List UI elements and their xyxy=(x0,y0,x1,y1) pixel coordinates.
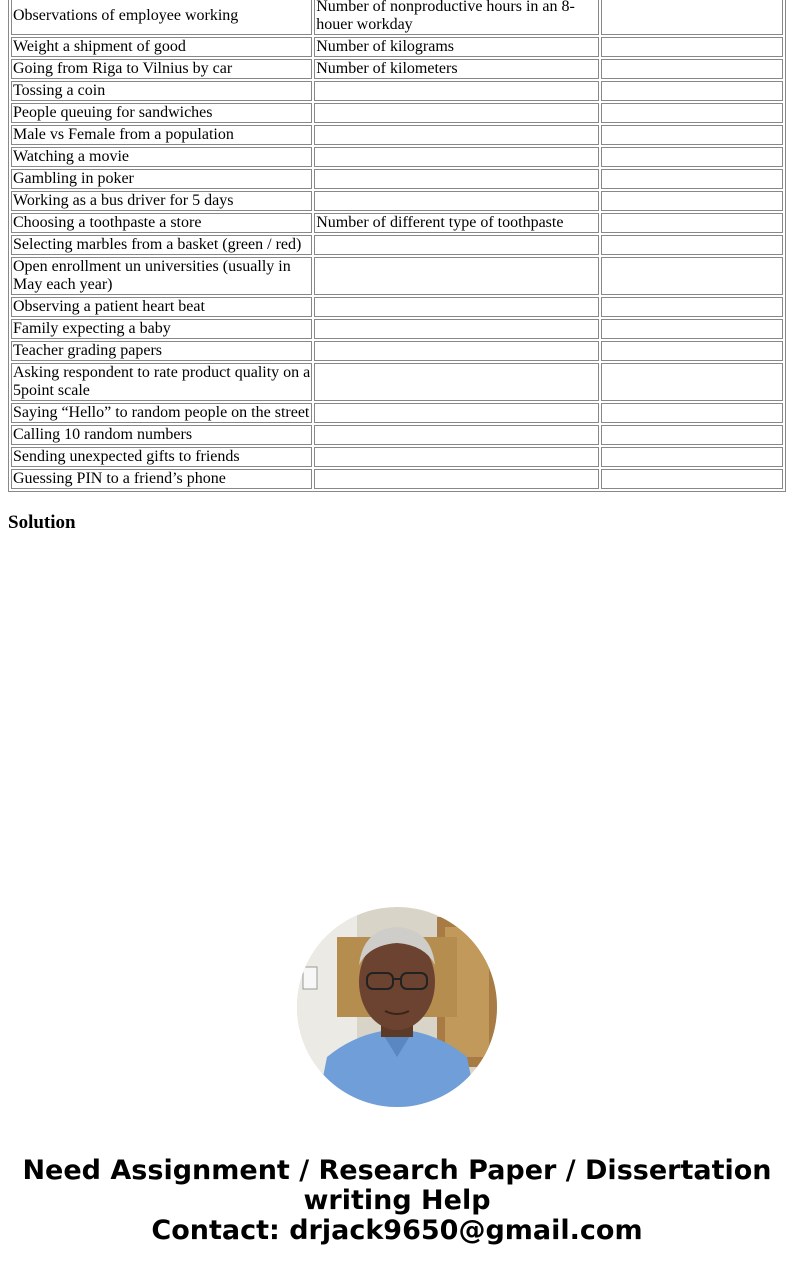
solution-heading: Solution xyxy=(8,512,76,533)
table-row xyxy=(11,469,783,489)
table-row xyxy=(11,341,783,361)
answer-cell xyxy=(601,363,783,401)
table-row xyxy=(11,147,783,167)
random-variable-cell: Number of kilometers xyxy=(314,59,598,79)
experiment-cell: Tossing a coin xyxy=(11,81,312,101)
answer-cell xyxy=(601,191,783,211)
experiment-cell: Saying “Hello” to random people on the street xyxy=(11,403,312,423)
random-variable-cell xyxy=(314,319,598,339)
experiment-cell: Observing a patient heart beat xyxy=(11,297,312,317)
answer-cell xyxy=(601,147,783,167)
answer-cell xyxy=(601,447,783,467)
random-variable-cell xyxy=(314,341,598,361)
cta-line-1: Need Assignment / Research Paper / Dissertation xyxy=(22,1155,772,1186)
table-row xyxy=(11,403,783,423)
experiment-cell: Open enrollment un universities (usually in May each year) xyxy=(11,257,312,295)
table-row xyxy=(11,103,783,123)
experiment-cell: Selecting marbles from a basket (green / red) xyxy=(11,235,312,255)
table-row xyxy=(11,37,783,57)
random-variable-cell xyxy=(314,169,598,189)
table-row xyxy=(11,297,783,317)
experiment-cell: Calling 10 random numbers xyxy=(11,425,312,445)
experiment-cell: Watching a movie xyxy=(11,147,312,167)
table-row xyxy=(11,363,783,401)
random-variable-cell xyxy=(314,363,598,401)
table-row xyxy=(11,319,783,339)
experiment-cell: Sending unexpected gifts to friends xyxy=(11,447,312,467)
answer-cell xyxy=(601,297,783,317)
experiment-cell: Working as a bus driver for 5 days xyxy=(11,191,312,211)
experiments-table-body xyxy=(11,0,783,489)
random-variable-cell xyxy=(314,469,598,489)
table-row xyxy=(11,81,783,101)
answer-cell xyxy=(601,235,783,255)
experiment-cell: Family expecting a baby xyxy=(11,319,312,339)
random-variable-cell xyxy=(314,297,598,317)
table-row xyxy=(11,447,783,467)
table-row xyxy=(11,125,783,145)
answer-cell xyxy=(601,403,783,423)
table-row xyxy=(11,235,783,255)
random-variable-cell xyxy=(314,447,598,467)
cta-contact-line[interactable]: Contact: drjack9650@gmail.com xyxy=(151,1215,643,1246)
answer-cell xyxy=(601,37,783,57)
random-variable-cell xyxy=(314,235,598,255)
table-row xyxy=(11,425,783,445)
random-variable-cell xyxy=(314,125,598,145)
table-row xyxy=(11,169,783,189)
random-variable-cell xyxy=(314,257,598,295)
random-variable-cell xyxy=(314,147,598,167)
answer-cell xyxy=(601,103,783,123)
answer-cell xyxy=(601,257,783,295)
cta-line-2: writing Help xyxy=(303,1185,491,1216)
answer-cell xyxy=(601,59,783,79)
answer-cell xyxy=(601,341,783,361)
answer-cell xyxy=(601,169,783,189)
answer-cell xyxy=(601,319,783,339)
author-photo-illustration xyxy=(297,907,497,1107)
contact-banner xyxy=(0,1156,794,1246)
experiments-table xyxy=(8,0,786,492)
experiment-cell: Male vs Female from a population xyxy=(11,125,312,145)
table-row xyxy=(11,213,783,233)
experiment-cell: Gambling in poker xyxy=(11,169,312,189)
random-variable-cell: Number of kilograms xyxy=(314,37,598,57)
answer-cell xyxy=(601,213,783,233)
random-variable-cell xyxy=(314,191,598,211)
experiment-cell: Asking respondent to rate product quality on a 5point scale xyxy=(13,364,311,399)
experiment-cell: Guessing PIN to a friend’s phone xyxy=(11,469,312,489)
table-row xyxy=(11,257,783,295)
experiment-cell: Weight a shipment of good xyxy=(11,37,312,57)
experiment-cell: People queuing for sandwiches xyxy=(11,103,312,123)
answer-cell xyxy=(601,81,783,101)
answer-cell xyxy=(601,0,783,35)
random-variable-cell xyxy=(314,403,598,423)
table-row xyxy=(11,191,783,211)
random-variable-cell xyxy=(314,103,598,123)
experiment-cell: Teacher grading papers xyxy=(11,341,312,361)
answer-cell xyxy=(601,125,783,145)
random-variable-cell: Number of different type of toothpaste xyxy=(314,213,598,233)
table-row xyxy=(11,59,783,79)
random-variable-cell xyxy=(314,425,598,445)
experiment-cell: Observations of employee working xyxy=(11,0,312,35)
experiment-cell: Choosing a toothpaste a store xyxy=(11,213,312,233)
experiment-cell: Going from Riga to Vilnius by car xyxy=(11,59,312,79)
author-avatar xyxy=(297,907,497,1107)
random-variable-cell: Number of nonproductive hours in an 8-houer workday xyxy=(314,0,598,35)
answer-cell xyxy=(601,425,783,445)
random-variable-cell xyxy=(314,81,598,101)
table-row xyxy=(11,0,783,35)
answer-cell xyxy=(601,469,783,489)
